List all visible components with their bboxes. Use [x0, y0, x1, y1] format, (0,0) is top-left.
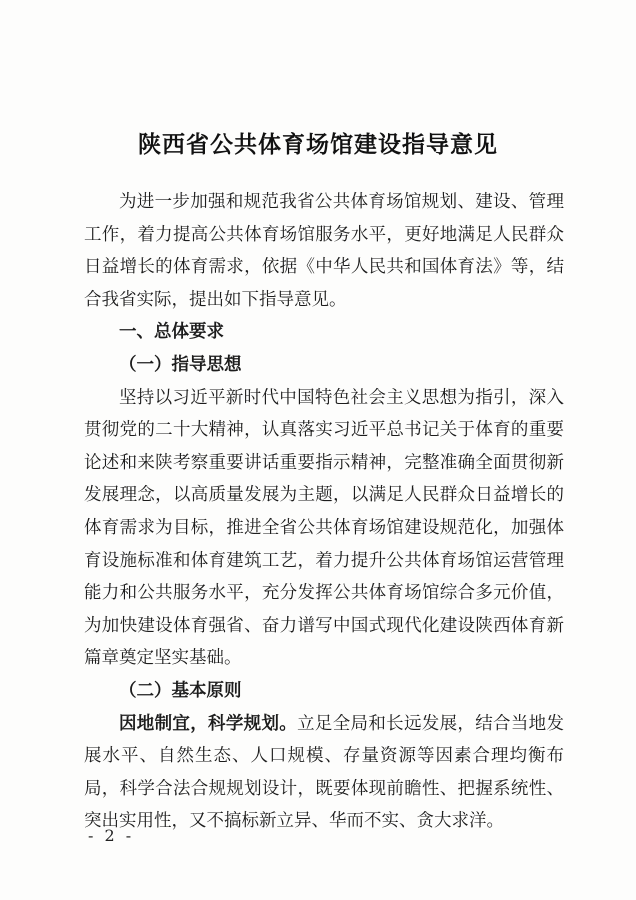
page-number: - 2 -	[88, 826, 135, 845]
document-title: 陕西省公共体育场馆建设指导意见	[138, 131, 498, 158]
document-body	[84, 186, 564, 838]
principle-text: 立足全局和长远发展，结合当地发展水平、自然生态、人口规模、存量资源等因素合理均衡布局，科学合法合规规划设计，既要体现前瞻性、把握系统性、突出实用性，又不搞标新立异、华而不实、贪大求洋。	[84, 713, 564, 832]
guiding-ideology-paragraph: 坚持以习近平新时代中国特色社会主义思想为指引，深入贯彻党的二十大精神，认真落实习近平总书记关于体育的重要论述和来陕考察重要讲话重要指示精神，完整准确全面贯彻新发展理念，以高质量发展为主题，以满足人民群众日益增长的体育需求为目标，推进全省公共体育场馆建设规范化，加强体育设施标准和体育建筑工艺，着力提升公共体育场馆运营管理能力和公共服务水平，充分发挥公共体育场馆综合多元价值，为加快建设体育强省、奋力谱写中国式现代化建设陕西体育新篇章奠定坚实基础。	[84, 387, 564, 669]
subsection-heading-guiding-ideology: （一）指导思想	[119, 354, 242, 375]
section-heading-general-requirements: 一、总体要求	[119, 322, 224, 343]
intro-paragraph: 为进一步加强和规范我省公共体育场馆规划、建设、管理工作，着力提高公共体育场馆服务水平，更好地满足人民群众日益增长的体育需求，依据《中华人民共和国体育法》等，结合我省实际，提出如下指导意见。	[84, 192, 564, 310]
subsection-heading-basic-principles: （二）基本原则	[119, 680, 242, 701]
principle-lead: 因地制宜，科学规划。	[119, 713, 298, 734]
principle-paragraph	[84, 708, 564, 838]
